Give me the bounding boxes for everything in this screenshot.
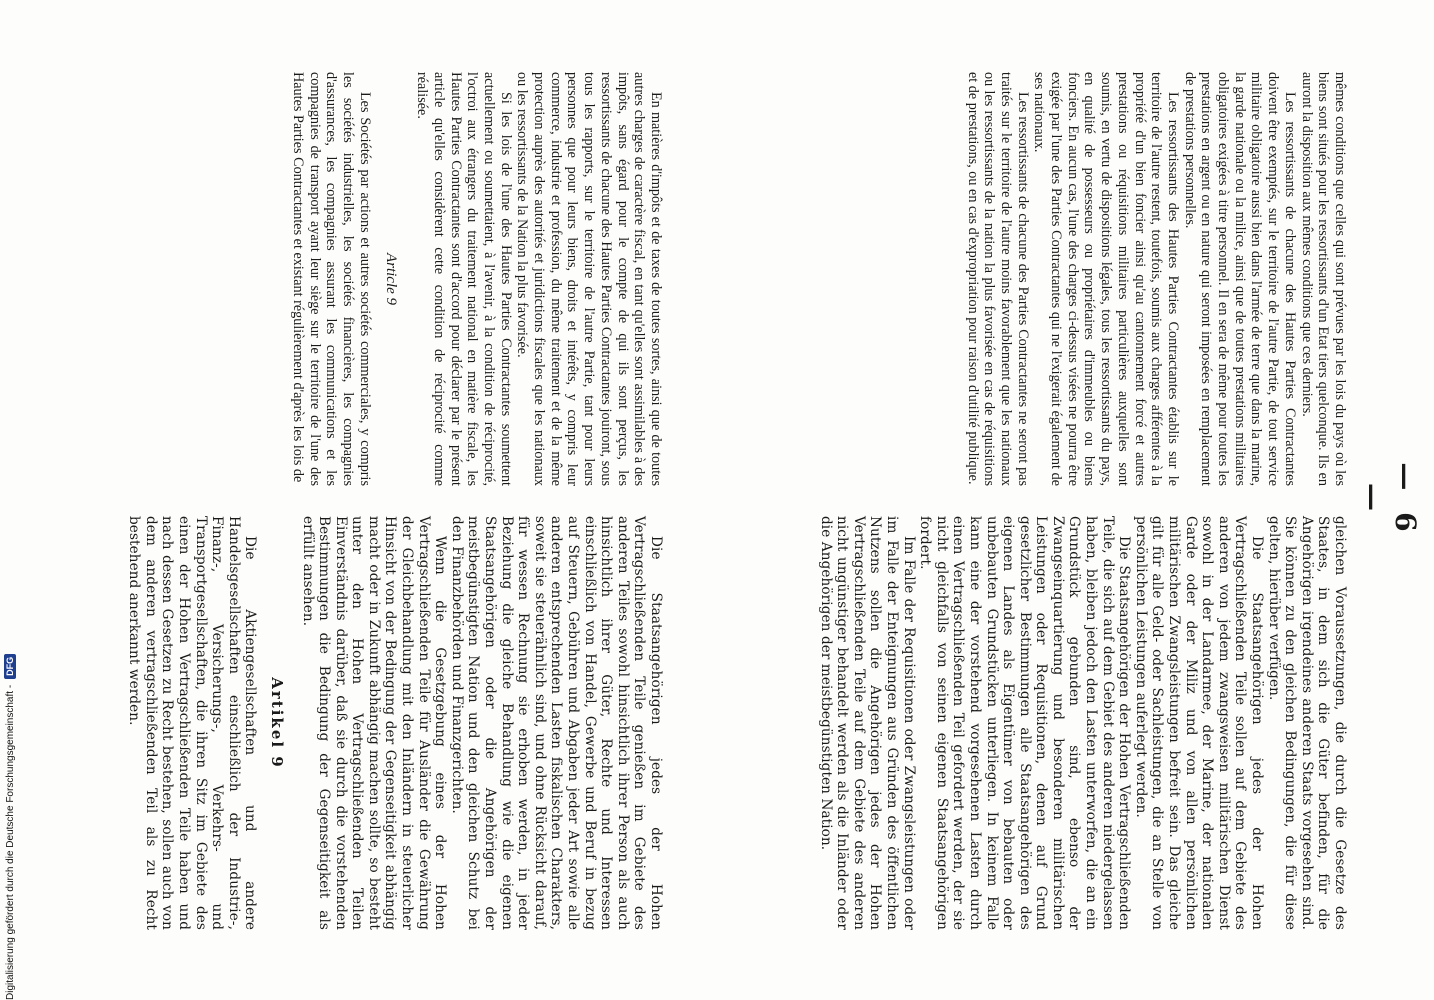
digitization-footer: [0, 0, 20, 1000]
page-number: — 6 —: [1356, 462, 1422, 538]
french-paragraph: Les ressortissants de chacune des Hautes Parties Contractantes doivent être exemptés, sur le territoire de l'autre Partie, de tout service militaire obligatoire aussi bien dans l'armée de terre que dans la marine, la garde nationale ou la milice, ainsi que de toutes prestations militaires obligatoires exigées à titre personnel. Il en sera de même pour toutes les prestations en argent ou en nature qui seront imposées en remplacement de prestations personnelles.: [1181, 72, 1298, 486]
german-column-lower: [126, 516, 664, 930]
german-column: [817, 516, 1348, 930]
french-article-heading: Article 9: [383, 252, 400, 306]
french-column-lower: [289, 72, 664, 486]
german-paragraph: Die Staatsangehörigen jedes der Hohen Vertragschließenden Teile sollen auf dem Gebiete des anderen von jedem zwangsweisen militärischen Dienst sowohl in der Landarmee, der Marine, der nationalen Garde oder der Miliz und von allen persönlichen militärischen Zwangsleistungen befreit sein. Das gleiche gilt für alle Geld- oder Sachleistungen, die an Stelle von persönlichen Leistungen auferlegt werden.: [1132, 516, 1266, 930]
german-paragraph: Im Falle der Requisitionen oder Zwangsleistungen oder im Falle der Enteignungen aus Gründen des öffentlichen Nutzens sollen die Angehörigen jedes der Hohen Vertragschließenden Teile auf dem Gebiete des anderen nicht ungünstiger behandelt werden als die Inländer oder die Angehörigen der meistbegünstigten Nation.: [817, 516, 917, 930]
french-paragraph: Les ressortissants des Hautes Parties Contractantes établis sur le territoire de l'autre restent, toutefois, soumis aux charges afférentes à la propriété d'un bien foncier ainsi qu'au cantonnement forcé et autres prestations ou réquisitions militaires particulières auxquelles sont soumis, en vertu de dispositions légales, tous les ressortissants du pays, en qualité de possesseurs ou propriétaires d'immeubles ou biens fonciers. En aucun cas, l'une des charges ci-dessus visées ne pourra être exigée par l'une des Parties Contractantes qui ne l'exigerait également de ses nationaux.: [1031, 72, 1181, 486]
french-article-paragraph: Les Sociétés par actions et autres sociétés commerciales, y compris les sociétés industrielles, les sociétés financières, les compagnies d'assurances, les compagnies assurant les communications et les compagnies de transport ayant leur siège sur le territoire de l'une des Hautes Parties Contractantes et existant régulièrement d'après les lois de: [289, 72, 373, 486]
french-column: [964, 72, 1348, 486]
german-article-paragraph: Die Aktiengesellschaften und andere Handelsgesellschaften einschließlich der Industrie-, Finanz-, Versicherungs-, Verkehrs- und Transportgesellschaften, die ihren Sitz im Gebiete des einen der Hohen Vertragschließenden Teile haben und nach dessen Gesetzen zu Recht bestehen, sollen auch von dem anderen vertragschließenden Teil als zu Recht bestehend anerkannt werden.: [126, 516, 259, 930]
dfg-logo-icon: DFG: [4, 654, 16, 679]
french-paragraph: Les ressortissants de chacune des Parties Contractantes ne seront pas traités sur le territoire de l'autre moins favorablement que les nationaux ou les ressortissants de la nation la plus favorisée en cas de réquisitions et de prestations, ou en cas d'expropriation pour raison d'utilité publique.: [964, 72, 1031, 486]
german-article-heading: Artikel 9: [267, 677, 286, 769]
german-paragraph: Die Staatsangehörigen der Hohen Vertragschließenden Teile, die sich auf dem Gebiet des anderen niedergelassen haben, bleiben jedoch den Lasten unterworfen, die an ein Grundstück gebunden sind, ebenso der Zwangseinquartierung und besonderen militärischen Leistungen oder Requisitionen, denen auf Grund gesetzlicher Bestimmungen alle Staatsangehörigen des eigenen Landes als Eigentümer von bebauten oder unbebauten Grundstücken unterliegen. In keinem Falle kann eine der vorstehend vorgesehenen Lasten durch einen Vertragschließenden Teil gefordert werden, der sie nicht gleichfalls von seinen eigenen Staatsangehörigen fordert.: [917, 516, 1133, 930]
german-paragraph: gleichen Voraussetzungen, die durch die Gesetze des Staates, in dem sich die Güter befinden, für die Angehörigen irgendeines anderen Staats vorgesehen sind. Sie können zu den gleichen Bedingungen, die für diese gelten, hierüber verfügen.: [1265, 516, 1348, 930]
german-paragraph: Wenn die Gesetzgebung eines der Hohen Vertragschließenden Teile für Ausländer die Gewährung der Gleichbehandlung mit den Inländern in steuerlicher Hinsicht von der Bedingung der Gegenseitigkeit abhängig macht oder in Zukunft abhängig machen sollte, so besteht unter den Hohen Vertragschließenden Teilen Einverständnis darüber, daß sie durch die vorstehenden Bestimmungen die Bedingung der Gegenseitigkeit als erfüllt ansehen.: [299, 516, 449, 930]
french-paragraph: mêmes conditions que celles qui sont prévues par les lois du pays où les biens sont situés pour les ressortissants d'un Etat tiers quelconque. Ils en auront la disposition aux mêmes conditions que ces derniers.: [1298, 72, 1348, 486]
french-paragraph: En matières d'impôts et de taxes de toutes sortes, ainsi que de toutes autres charges de caractère fiscal, en tant qu'elles sont assimilables à des impôts, sans égard pour le compte de qui ils sont perçus, les ressortissants de chacune des Hautes Parties Contractantes jouiront, sous tous les rapports, sur le territoire de l'autre Partie, tant pour leurs personnes que pour leurs biens, droits et intérêts, y compris leur commerce, industrie et profession, du même traitement et de la même protection auprès des autorités et juridictions fiscales que les nationaux ou les ressortissants de la Nation la plus favorisée.: [514, 72, 664, 486]
french-paragraph: Si les lois de l'une des Hautes Parties Contractantes soumettent actuellement ou soumettaient, à l'avenir, à la condition de réciprocité, l'octroi aux étrangers du traitement national en matière fiscale, les Hautes Parties Contractantes sont d'accord pour déclarer par le présent article qu'elles considèrent cette condition de réciprocité comme réalisée.: [414, 72, 514, 486]
german-paragraph: Die Staatsangehörigen jedes der Hohen Vertragschließenden Teile genießen im Gebiete des anderen Teiles sowohl hinsichtlich ihrer Person als auch hinsichtlich ihrer Güter, Rechte und Interessen einschließlich von Handel, Gewerbe und Beruf in bezug auf Steuern, Gebühren und Abgaben jeder Art sowie alle anderen entsprechenden Lasten fiskalischen Charakters, soweit sie steuerähnlich sind, und ohne Rücksicht darauf, für wessen Rechnung sie erhoben werden, in jeder Beziehung die gleiche Behandlung wie die eigenen Staatsangehörigen oder die Angehörigen der meistbegünstigten Nation und den gleichen Schutz bei den Finanzbehörden und Finanzgerichten.: [448, 516, 664, 930]
footer-credit: Digitalisierung gefördert durch die Deutsche Forschungsgemeinschaft -: [4, 684, 16, 1000]
